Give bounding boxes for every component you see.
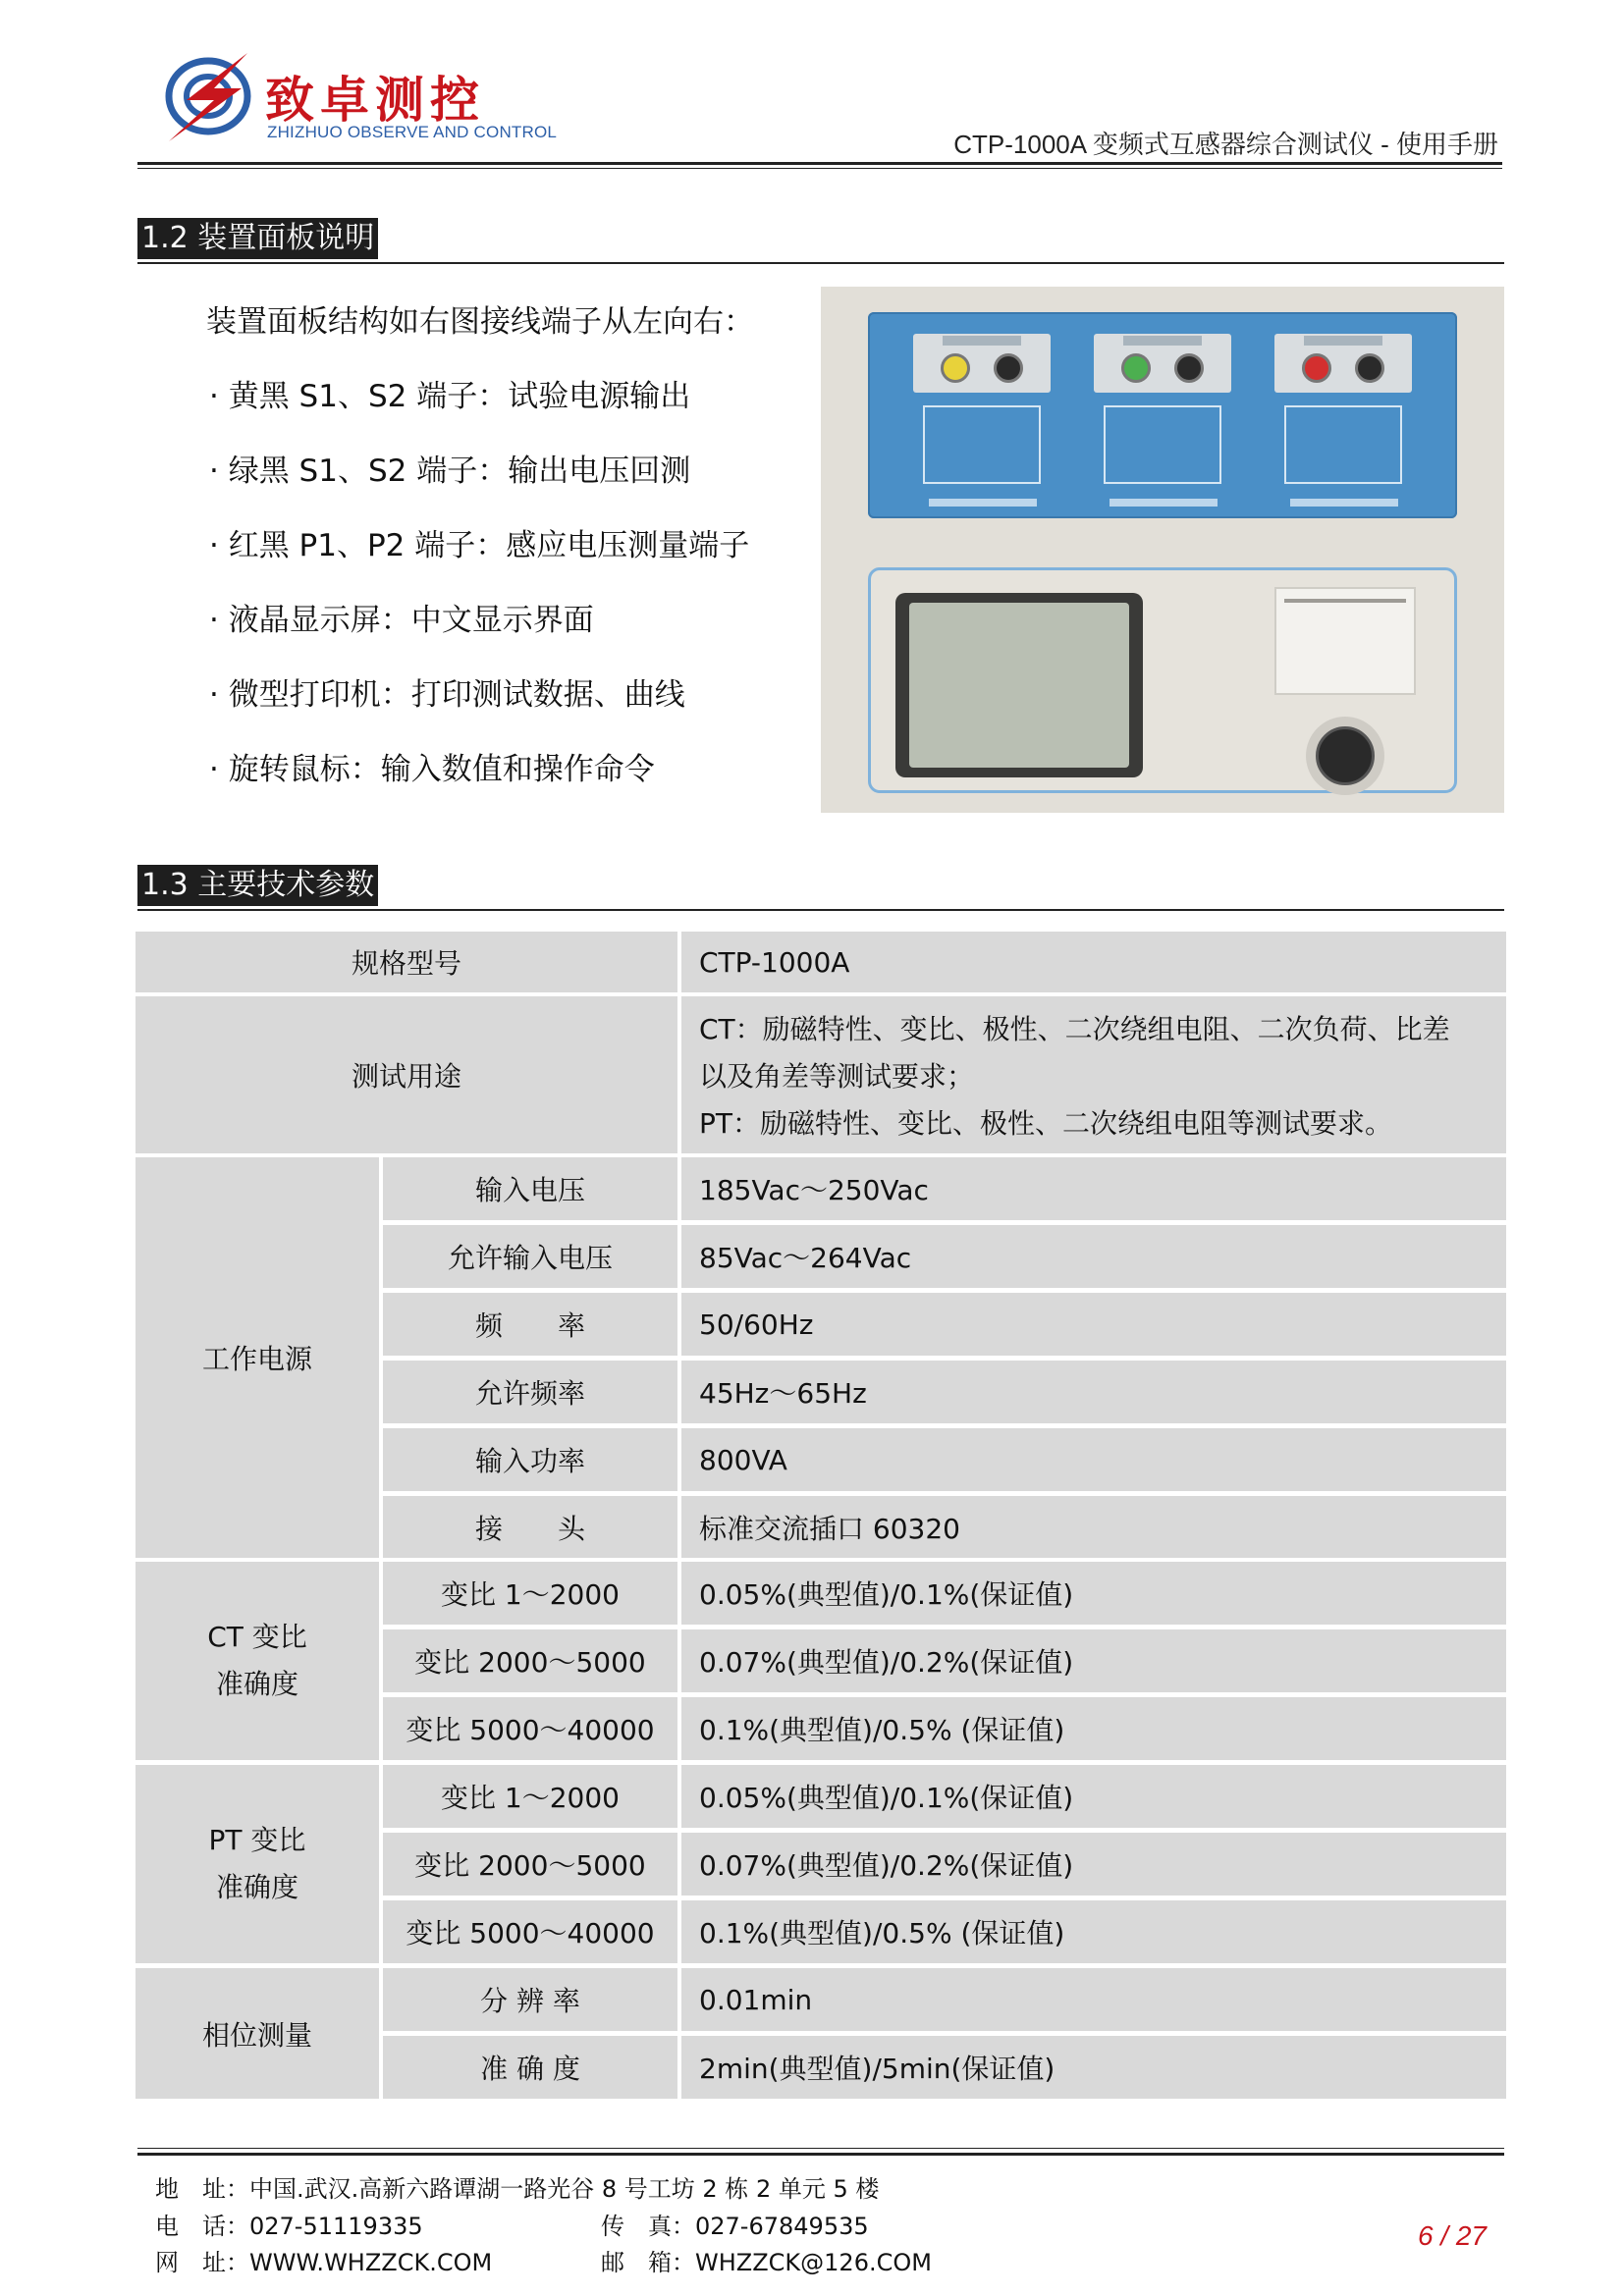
spec-label: 变比 1～2000: [383, 1562, 677, 1625]
bullet-item: · 微型打印机：打印测试数据、曲线: [209, 677, 685, 713]
group-label: 工作电源: [135, 1157, 379, 1558]
bullet-item: · 绿黑 S1、S2 端子：输出电压回测: [209, 454, 691, 489]
footer-rule: [137, 2153, 1504, 2156]
wiring-diagram-icon: [1284, 405, 1402, 484]
bullet-item: · 红黑 P1、P2 端子：感应电压测量端子: [209, 528, 750, 563]
document-title: CTP-1000A 变频式互感器综合测试仪 - 使用手册: [953, 130, 1498, 159]
usage-line: PT：励磁特性、变比、极性、二次绕组电阻等测试要求。: [699, 1107, 1392, 1140]
bullet-item: · 液晶显示屏：中文显示界面: [209, 603, 594, 638]
spec-label: 允许频率: [383, 1361, 677, 1423]
spec-label: 规格型号: [135, 932, 677, 992]
red-terminal-icon: [1302, 353, 1331, 383]
black-terminal-icon: [1174, 353, 1204, 383]
spec-label: 接 头: [383, 1496, 677, 1558]
group-label-line: CT 变比: [207, 1621, 307, 1653]
footer-phone: 电 话：027-51119335: [155, 2213, 423, 2240]
group-label-line: 准确度: [215, 1668, 298, 1700]
black-terminal-icon: [1355, 353, 1384, 383]
group-label-ct: [135, 1562, 379, 1760]
yellow-terminal-icon: [941, 353, 970, 383]
spec-value: 0.07%(典型值)/0.2%(保证值): [681, 1629, 1506, 1692]
group-label-line: PT 变比: [208, 1824, 306, 1856]
logo-text-cn: 致卓测控: [265, 72, 485, 129]
spec-label: 输入功率: [383, 1428, 677, 1491]
micro-printer: [1274, 587, 1416, 695]
spec-value: 185Vac～250Vac: [681, 1157, 1506, 1220]
rotary-knob-icon: [1316, 726, 1375, 785]
wiring-diagram-icon: [1104, 405, 1221, 484]
spec-value: 0.1%(典型值)/0.5% (保证值): [681, 1900, 1506, 1963]
spec-value: 0.05%(典型值)/0.1%(保证值): [681, 1765, 1506, 1828]
terminal-group-feedback: [1094, 334, 1231, 393]
group-label-line: 准确度: [215, 1871, 298, 1903]
usage-line: CT：励磁特性、变比、极性、二次绕组电阻、二次负荷、比差: [699, 1013, 1450, 1045]
section-heading-specs: 1.3 主要技术参数: [137, 865, 378, 906]
footer-website: 网 址：WWW.WHZZCK.COM: [155, 2249, 493, 2276]
spec-value: 45Hz～65Hz: [681, 1361, 1506, 1423]
terminal-panel: [868, 312, 1457, 518]
header-rule-thin: [137, 168, 1502, 169]
spec-label: 变比 5000～40000: [383, 1697, 677, 1760]
spec-value: 50/60Hz: [681, 1293, 1506, 1356]
page-number: 6 / 27: [1417, 2220, 1487, 2251]
spec-label: 测试用途: [135, 996, 677, 1153]
footer-fax: 传 真：027-67849535: [601, 2213, 869, 2240]
spec-label: 分 辨 率: [383, 1968, 677, 2031]
green-terminal-icon: [1121, 353, 1151, 383]
spec-value: 0.05%(典型值)/0.1%(保证值): [681, 1562, 1506, 1625]
black-terminal-icon: [994, 353, 1023, 383]
spec-label: 准 确 度: [383, 2036, 677, 2099]
section-heading-panel: 1.2 装置面板说明: [137, 218, 378, 259]
lcd-screen: [909, 603, 1129, 768]
wiring-diagram-icon: [923, 405, 1041, 484]
spec-label: 变比 2000～5000: [383, 1833, 677, 1896]
group-label: 相位测量: [135, 1968, 379, 2099]
logo-text-en: ZHIZHUO OBSERVE AND CONTROL: [267, 123, 558, 141]
header-rule: [137, 162, 1502, 165]
spec-value-usage: [681, 996, 1506, 1153]
section-rule: [137, 262, 1504, 264]
spec-label: 变比 2000～5000: [383, 1629, 677, 1692]
footer-email: 邮 箱：WHZZCK@126.COM: [601, 2249, 932, 2276]
bullet-item: · 黄黑 S1、S2 端子：试验电源输出: [209, 379, 691, 414]
terminal-group-output: [913, 334, 1051, 393]
spec-value: 2min(典型值)/5min(保证值): [681, 2036, 1506, 2099]
logo: [157, 47, 265, 145]
spec-label: 允许输入电压: [383, 1225, 677, 1288]
spec-value: CTP-1000A: [681, 932, 1506, 992]
section-rule: [137, 909, 1504, 911]
usage-line: 以及角差等测试要求；: [699, 1060, 975, 1093]
spec-label: 变比 5000～40000: [383, 1900, 677, 1963]
logo-icon: [157, 47, 265, 145]
group-label-pt: [135, 1765, 379, 1963]
spec-value: 85Vac～264Vac: [681, 1225, 1506, 1288]
bullet-item: · 旋转鼠标：输入数值和操作命令: [209, 752, 655, 787]
spec-value: 标准交流插口 60320: [681, 1496, 1506, 1558]
footer-address: 地 址：中国.武汉.高新六路谭湖一路光谷 8 号工坊 2 栋 2 单元 5 楼: [155, 2175, 880, 2203]
spec-value: 0.01min: [681, 1968, 1506, 2031]
footer-rule-thin: [137, 2148, 1504, 2149]
spec-value: 0.1%(典型值)/0.5% (保证值): [681, 1697, 1506, 1760]
panel-intro: 装置面板结构如右图接线端子从左向右：: [206, 304, 754, 340]
spec-label: 变比 1～2000: [383, 1765, 677, 1828]
spec-label: 频 率: [383, 1293, 677, 1356]
spec-value: 800VA: [681, 1428, 1506, 1491]
spec-value: 0.07%(典型值)/0.2%(保证值): [681, 1833, 1506, 1896]
terminal-group-induced: [1274, 334, 1412, 393]
spec-label: 输入电压: [383, 1157, 677, 1220]
